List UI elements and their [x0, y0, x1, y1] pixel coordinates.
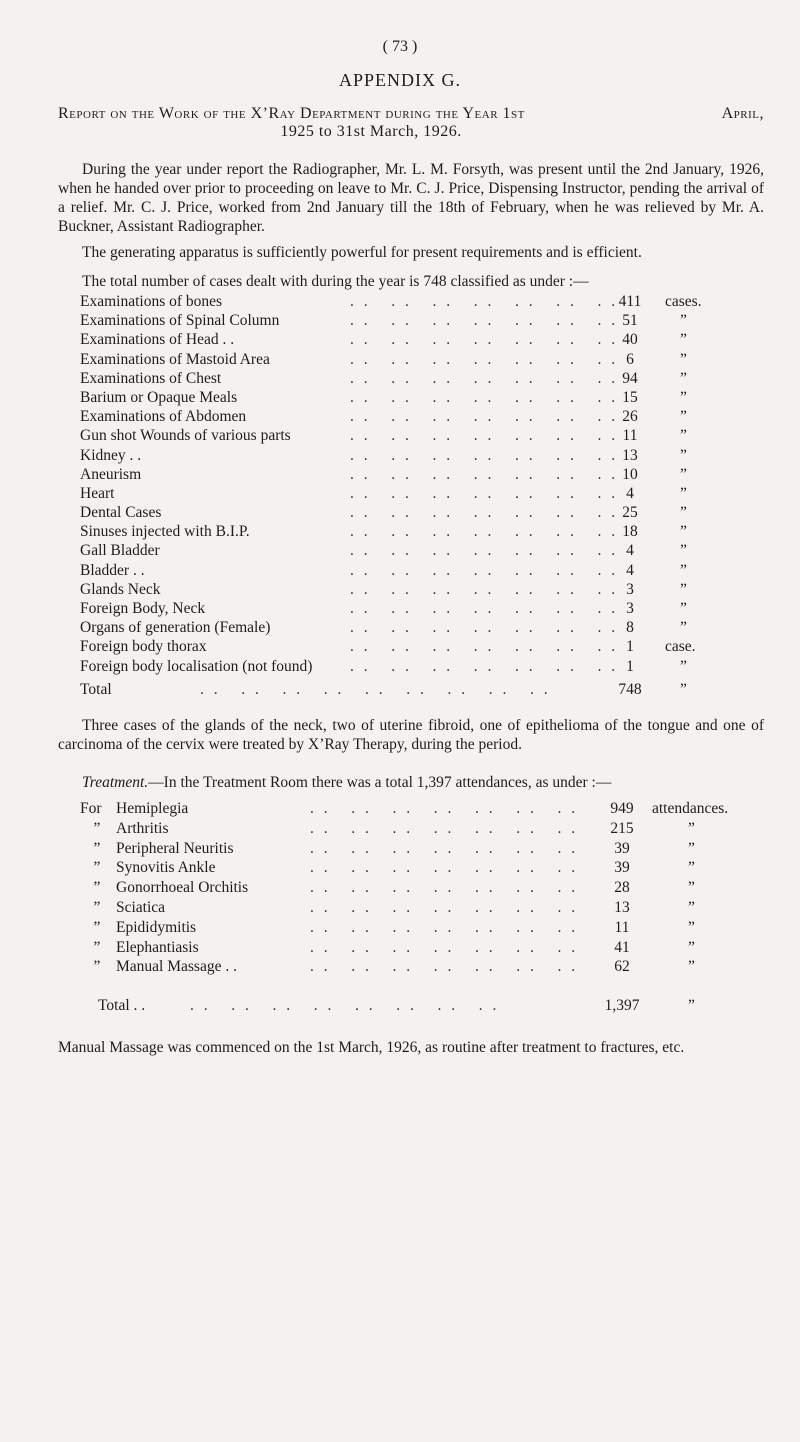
treatment-unit: ”: [688, 898, 695, 916]
leader-dots: . . . . . . . . . . . . . .: [310, 819, 579, 837]
leader-dots: . . . . . . . . . . . . . .: [310, 918, 579, 936]
leader-dots: . . . . . . . . . . . . . .: [350, 331, 619, 349]
exam-row: [80, 465, 770, 484]
exam-unit: ”: [680, 331, 687, 349]
exam-unit: ”: [680, 312, 687, 330]
exam-label: Glands Neck: [80, 580, 161, 598]
exam-total-label: Total: [80, 681, 112, 698]
exam-value: 15: [622, 388, 638, 406]
report-title-line1-end: April,: [721, 105, 764, 122]
leader-dots: . . . . . . . . . . . . . .: [350, 388, 619, 406]
exam-value: 4: [626, 542, 634, 560]
leader-dots: . . . . . . . . . . . . . . . . . .: [200, 681, 551, 698]
treatment-unit: ”: [688, 938, 695, 956]
leader-dots: . . . . . . . . . . . . . .: [350, 580, 619, 598]
exam-row: [80, 541, 770, 560]
leader-dots: . . . . . . . . . . . . . .: [310, 839, 579, 857]
leader-dots: . . . . . . . . . . . . . .: [350, 542, 619, 560]
exam-unit: ”: [680, 600, 687, 617]
paragraph-therapy: Three cases of the glands of the neck, two of uterine fibroid, one of epithelioma of the tongue and one of carcinoma of the cervix were treated by X’Ray Therapy, during the period.: [58, 717, 764, 753]
leader-dots: . . . . . . . . . . . . . .: [350, 523, 619, 541]
treatment-value: 62: [614, 958, 630, 976]
exam-unit: ”: [680, 465, 687, 483]
treatment-label: Hemiplegia: [116, 800, 189, 817]
exam-row: [80, 311, 770, 330]
examinations-total: [80, 680, 770, 699]
leader-dots: . . . . . . . . . . . . . .: [350, 312, 619, 330]
exam-value: 4: [626, 561, 634, 579]
treatment-value: 11: [614, 918, 630, 936]
exam-row: [80, 407, 770, 426]
treatment-label: Peripheral Neuritis: [116, 839, 234, 857]
exam-unit: ”: [680, 484, 687, 502]
treatment-row: [80, 858, 770, 878]
leader-dots: . . . . . . . . . . . . . .: [350, 369, 619, 387]
exam-row: [80, 388, 770, 407]
exam-unit: ”: [680, 504, 687, 522]
treatment-label: Gonorrhoeal Orchitis: [116, 879, 249, 897]
leader-dots: . . . . . . . . . . . . . .: [350, 561, 619, 579]
treatment-prefix: For: [80, 800, 102, 817]
exam-value: 25: [622, 504, 638, 522]
exam-unit: ”: [680, 427, 687, 445]
treat-total-unit: ”: [688, 997, 695, 1014]
treatments-list: [80, 799, 770, 977]
exam-row: [80, 369, 770, 388]
leader-dots: . . . . . . . . . . . . . . . .: [190, 997, 500, 1014]
exam-row: [80, 657, 770, 676]
treatment-unit: ”: [688, 819, 695, 837]
treatment-intro: —In the Treatment Room there was a total 1,397 attendances, as under :—: [148, 774, 612, 791]
exam-value: 11: [622, 427, 638, 445]
treatment-row: [80, 918, 770, 938]
exam-row: [80, 350, 770, 369]
examinations-list: [80, 292, 770, 676]
exam-label: Examinations of Abdomen: [80, 408, 247, 426]
treatment-prefix: ”: [93, 918, 101, 936]
exam-unit: ”: [680, 580, 687, 598]
treatment-value: 949: [610, 800, 634, 817]
exam-label: Barium or Opaque Meals: [80, 388, 238, 406]
exam-row: [80, 637, 770, 656]
exam-label: Examinations of Spinal Column: [80, 312, 280, 330]
leader-dots: . . . . . . . . . . . . . .: [350, 600, 619, 617]
exam-value: 411: [618, 293, 642, 310]
paragraph-massage: Manual Massage was commenced on the 1st March, 1926, as routine after treatment to fractures, etc.: [58, 1039, 685, 1056]
exam-row: [80, 330, 770, 349]
exam-unit: ”: [680, 350, 687, 368]
leader-dots: . . . . . . . . . . . . . .: [350, 465, 619, 483]
exam-label: Kidney . .: [80, 446, 142, 464]
treatment-label: Elephantiasis: [116, 938, 199, 956]
treatments-total: [80, 996, 770, 1016]
exam-value: 4: [626, 484, 634, 502]
exam-label: Bladder . .: [80, 561, 145, 579]
treatment-unit: ”: [688, 839, 695, 857]
report-title-line1: Report on the Work of the X’Ray Department during the Year 1st: [58, 105, 525, 122]
treatment-prefix: ”: [93, 859, 101, 877]
exam-unit: ”: [680, 408, 687, 426]
exam-label: Heart: [80, 484, 115, 502]
leader-dots: . . . . . . . . . . . . . .: [350, 619, 619, 637]
leader-dots: . . . . . . . . . . . . . .: [310, 879, 579, 897]
treatment-label: Sciatica: [116, 898, 166, 916]
appendix-heading: APPENDIX G.: [338, 70, 461, 90]
treatment-label: Synovitis Ankle: [116, 859, 216, 877]
treatment-value: 28: [614, 879, 630, 897]
treatment-label: Epididymitis: [116, 918, 197, 936]
leader-dots: . . . . . . . . . . . . . .: [350, 446, 619, 464]
leader-dots: . . . . . . . . . . . . . .: [350, 408, 619, 426]
treatment-row: [80, 938, 770, 958]
exam-unit: ”: [680, 446, 687, 464]
treatment-prefix: ”: [93, 839, 101, 857]
treatment-row: [80, 878, 770, 898]
leader-dots: . . . . . . . . . . . . . .: [310, 859, 579, 877]
leader-dots: . . . . . . . . . . . . . .: [350, 657, 619, 675]
exam-value: 3: [626, 580, 634, 598]
exam-row: [80, 580, 770, 599]
exam-label: Gall Bladder: [80, 542, 160, 560]
leader-dots: . . . . . . . . . . . . . .: [310, 800, 579, 817]
exam-unit: ”: [680, 542, 687, 560]
exam-row: [80, 618, 770, 637]
exam-total-value: 748: [618, 681, 642, 698]
exam-label: Sinuses injected with B.I.P.: [80, 523, 250, 541]
exam-row: [80, 426, 770, 445]
exam-label: Examinations of bones: [80, 293, 223, 310]
leader-dots: . . . . . . . . . . . . . .: [310, 938, 579, 956]
exam-unit: ”: [680, 657, 687, 675]
exam-unit: ”: [680, 619, 687, 637]
leader-dots: . . . . . . . . . . . . . .: [350, 350, 619, 368]
treatment-heading: Treatment.: [82, 774, 149, 791]
treatment-value: 13: [614, 898, 630, 916]
exam-value: 40: [622, 331, 638, 349]
paragraph-apparatus: The generating apparatus is sufficiently powerful for present requirements and is efficient.: [82, 244, 642, 261]
exam-row: [80, 599, 770, 618]
exam-row: [80, 503, 770, 522]
treatment-prefix: ”: [93, 819, 101, 837]
exam-label: Aneurism: [80, 465, 142, 483]
treat-total-value: 1,397: [604, 997, 640, 1014]
treatment-row: [80, 799, 770, 819]
exam-unit: ”: [680, 523, 687, 541]
treatment-unit: ”: [688, 859, 695, 877]
treatment-row: [80, 839, 770, 859]
exam-row: [80, 484, 770, 503]
treatment-value: 41: [614, 938, 630, 956]
exam-label: Foreign Body, Neck: [80, 600, 206, 617]
exam-value: 94: [622, 369, 638, 387]
exam-value: 26: [622, 408, 638, 426]
exam-value: 10: [622, 465, 638, 483]
exam-value: 3: [626, 600, 634, 617]
treatment-unit: attendances.: [652, 800, 729, 817]
exam-label: Foreign body thorax: [80, 638, 207, 656]
treatment-label: Arthritis: [116, 819, 169, 837]
report-title-line2: 1925 to 31st March, 1926.: [280, 123, 462, 140]
page-number: ( 73 ): [382, 38, 418, 55]
leader-dots: . . . . . . . . . . . . . .: [350, 293, 619, 310]
exam-unit: cases.: [665, 293, 702, 310]
paragraph-treatment: [58, 773, 764, 792]
treatment-label: Manual Massage . .: [116, 958, 237, 976]
treatment-unit: ”: [688, 879, 695, 897]
leader-dots: . . . . . . . . . . . . . .: [350, 504, 619, 522]
exam-value: 8: [626, 619, 634, 637]
exam-total-unit: ”: [680, 681, 687, 698]
leader-dots: . . . . . . . . . . . . . .: [350, 638, 619, 656]
exam-label: Dental Cases: [80, 504, 162, 522]
treatment-row: [80, 898, 770, 918]
treatment-value: 39: [614, 859, 630, 877]
exam-row: [80, 446, 770, 465]
treatment-row: [80, 957, 770, 977]
exam-unit: ”: [680, 369, 687, 387]
treatment-value: 215: [610, 819, 634, 837]
treatment-unit: ”: [688, 918, 695, 936]
treatment-prefix: ”: [93, 879, 101, 897]
leader-dots: . . . . . . . . . . . . . .: [310, 898, 579, 916]
exam-label: Examinations of Head . .: [80, 331, 235, 349]
exam-row: [80, 561, 770, 580]
exam-row: [80, 292, 770, 311]
exam-unit: case.: [665, 638, 696, 656]
treatment-prefix: ”: [93, 958, 101, 976]
exam-unit: ”: [680, 388, 687, 406]
leader-dots: . . . . . . . . . . . . . .: [350, 427, 619, 445]
exam-row: [80, 522, 770, 541]
exam-label: Organs of generation (Female): [80, 619, 271, 637]
report-title: [58, 105, 764, 141]
leader-dots: . . . . . . . . . . . . . .: [350, 484, 619, 502]
exam-value: 6: [626, 350, 634, 368]
exam-label: Examinations of Mastoid Area: [80, 350, 270, 368]
exam-value: 51: [622, 312, 638, 330]
treatment-unit: ”: [688, 958, 695, 976]
treat-total-label: Total . .: [98, 997, 146, 1014]
paragraph-staff: During the year under report the Radiographer, Mr. L. M. Forsyth, was present until the 2nd January, 1926, when he handed over prior to proceeding on leave to Mr. C. J. Price, Dispensing Instructor, pending the arrival of a relief. Mr. C. J. Price, worked from 2nd January till the 18th of February, when he was relieved by Mr. A. Buckner, Assistant Radiographer.: [58, 161, 764, 235]
exam-value: 1: [626, 638, 634, 656]
leader-dots: . . . . . . . . . . . . . .: [310, 958, 579, 976]
exam-value: 18: [622, 523, 638, 541]
exam-label: Foreign body localisation (not found): [80, 657, 313, 675]
exam-value: 13: [622, 446, 638, 464]
exam-value: 1: [626, 657, 634, 675]
paragraph-total-cases: The total number of cases dealt with during the year is 748 classified as under :—: [82, 273, 589, 290]
exam-unit: ”: [680, 561, 687, 579]
treatment-prefix: ”: [93, 898, 101, 916]
treatment-row: [80, 819, 770, 839]
exam-label: Gun shot Wounds of various parts: [80, 427, 291, 445]
treatment-prefix: ”: [93, 938, 101, 956]
treatment-value: 39: [614, 839, 630, 857]
exam-label: Examinations of Chest: [80, 369, 222, 387]
